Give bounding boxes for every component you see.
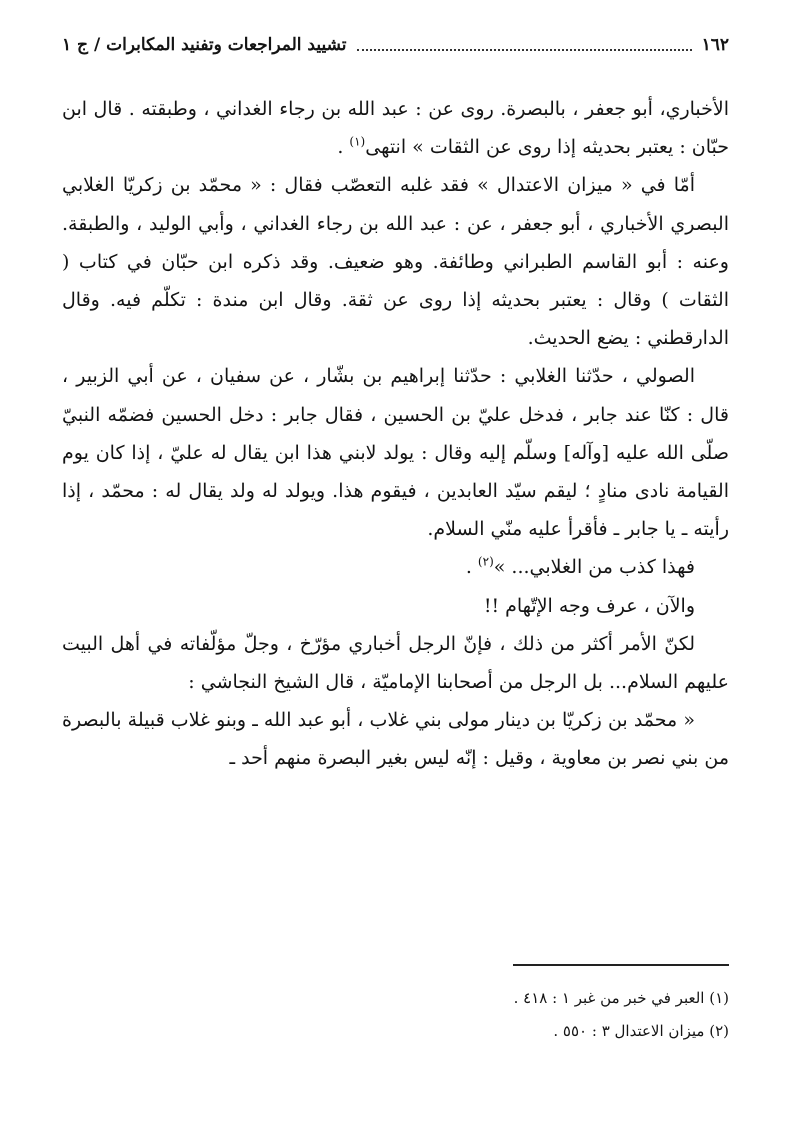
footnotes [62,982,729,1048]
paragraph-3: الصولي ، حدّثنا الغلابي : حدّثنا إبراهيم بن بشّار ، عن سفيان ، عن أبي الزبير ، قال : كنّا عند جابر ، فدخل عليّ بن الحسين ، فقال جابر : دخل الحسين فضمّه النبيّ صلّى الله عليه [وآله] وسلّم إليه وقال : يولد لابني هذا ابن يقال له عليّ ، إذا كان يوم القيامة نادى منادٍ ؛ ليقم سيّد العابدين ، فيقوم هذا. ويولد له ولد يقال له : محمّد ، إذا رأيته ـ يا جابر ـ فأقرأ عليه منّي السلام. [62,365,729,541]
paragraph-2: أمّا في « ميزان الاعتدال » فقد غلبه التعصّب فقال : « محمّد بن زكريّا الغلابي البصري الأخباري ، أبو جعفر ، عن : عبد الله بن رجاء الغداني ، وأبي الوليد ، والطبقة. وعنه : أبو القاسم الطبراني وطائفة. وهو ضعيف. وقد ذكره ابن حبّان في كتاب ( الثقات ) وقال : يعتبر بحديثه إذا روى عن ثقة. وقال ابن مندة : تكلّم فيه. وقال الدارقطني : يضع الحديث. [62,174,729,350]
body-text [62,90,729,778]
page-number: ١٦٢ [701,35,729,55]
paragraph-1-text: الأخباري، أبو جعفر ، بالبصرة. روى عن : عبد الله بن رجاء الغداني ، وطبقته . قال ابن حبّان : يعتبر بحديثه إذا روى عن الثقات » انتهى [62,98,729,159]
paragraph-4-text: فهذا كذب من الغلابي... » [493,556,695,579]
paragraph-7: « محمّد بن زكريّا بن دينار مولى بني غلاب ، أبو عبد الله ـ وبنو غلاب قبيلة بالبصرة من بني نصر بن معاوية ، وقيل : إنّه ليس بغير البصرة منهم أحد ـ [62,709,729,770]
paragraph-1-end: . [337,136,344,159]
running-header [62,30,729,60]
footnote-1: (١) العبر في خبر من غبر ١ : ٤١٨ . [513,989,729,1007]
footnote-ref-2: (٢) [477,555,494,570]
paragraph-6: لكنّ الأمر أكثر من ذلك ، فإنّ الرجل أخباري مؤرّخ ، وجلّ مؤلّفاته في أهل البيت عليهم السلام... بل الرجل من أصحابنا الإماميّة ، قال الشيخ النجاشي : [62,632,729,694]
footnote-2: (٢) ميزان الاعتدال ٣ : ٥٥٠ . [553,1022,729,1040]
paragraph-4 [62,548,729,586]
paragraph-5: والآن ، عرف وجه الإتّهام !! [483,594,695,617]
running-title: تشييد المراجعات وتفنيد المكابرات / ج ١ [62,35,347,55]
footnote-ref-1: (١) [349,134,366,149]
footnote-divider [513,964,729,966]
header-dot-leader [357,49,692,51]
paragraph-1 [62,90,729,166]
paragraph-4-end: . [465,556,472,579]
